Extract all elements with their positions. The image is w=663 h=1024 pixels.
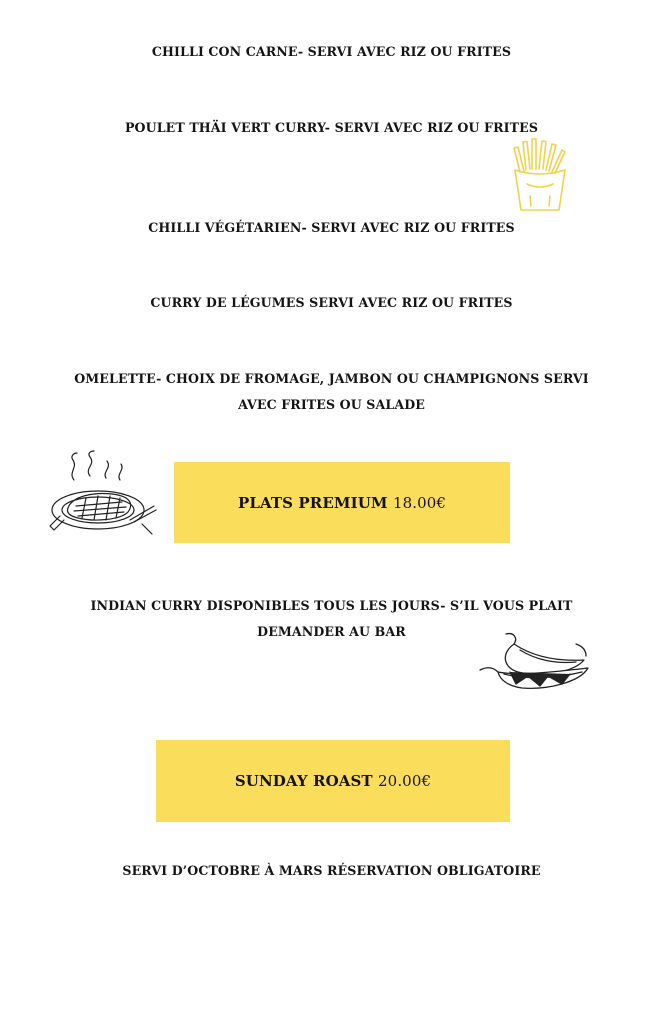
indian-curry-note-line2: DEMANDER AU BAR — [257, 624, 406, 639]
menu-item-chilli-vegetarien: CHILLI VÉGÉTARIEN- SERVI AVEC RIZ OU FRITES — [148, 220, 515, 235]
menu-item-curry-legumes: CURRY DE LÉGUMES SERVI AVEC RIZ OU FRITES — [150, 295, 513, 310]
plats-premium-price: 18.00€ — [392, 493, 447, 512]
menu-item-chilli-con-carne: CHILLI CON CARNE- SERVI AVEC RIZ OU FRITES — [151, 44, 512, 59]
sunday-roast-banner — [156, 740, 510, 822]
sunday-roast-price: 20.00€ — [378, 772, 432, 790]
steak-plate-icon — [46, 450, 158, 538]
menu-item-poulet-thai: POULET THÄI VERT CURRY- SERVI AVEC RIZ OU FRITES — [124, 120, 539, 135]
menu-item-omelette-line1: OMELETTE- CHOIX DE FROMAGE, JAMBON OU CHAMPIGNONS SERVI — [74, 371, 589, 386]
plats-premium-title: PLATS PREMIUM — [237, 493, 388, 512]
sunday-roast-note: SERVI D’OCTOBRE À MARS RÉSERVATION OBLIGATOIRE — [122, 863, 541, 878]
chili-peppers-icon — [478, 632, 592, 696]
indian-curry-note-line1: INDIAN CURRY DISPONIBLES TOUS LES JOURS- S’IL VOUS PLAIT — [90, 598, 573, 613]
menu-item-omelette-line2: AVEC FRITES OU SALADE — [238, 397, 425, 412]
plats-premium-banner — [174, 462, 510, 543]
sunday-roast-title: SUNDAY ROAST — [234, 772, 373, 790]
fries-icon — [506, 138, 574, 212]
